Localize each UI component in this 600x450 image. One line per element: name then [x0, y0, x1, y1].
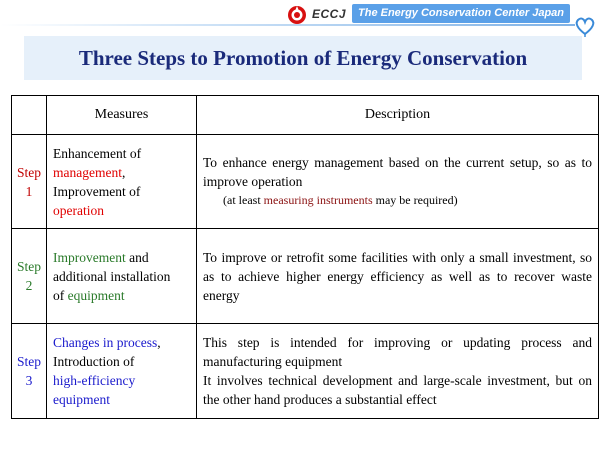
measure-text: additional installation [53, 268, 171, 284]
header-bar [0, 0, 600, 30]
measure-text: and [125, 249, 149, 265]
description-cell [197, 135, 599, 229]
description-cell [197, 324, 599, 419]
header-step [12, 96, 47, 135]
step-number: 1 [25, 183, 33, 199]
description-text: It involves technical development and large-scale investment, but on the other hand produces a substantial effect [203, 373, 592, 407]
table-row [12, 135, 599, 229]
measure-text: Introduction of [53, 354, 135, 369]
table-row [12, 229, 599, 324]
measures-cell [47, 229, 197, 324]
brand-name: ECCJ [312, 7, 347, 21]
description-note [203, 191, 592, 210]
measure-text: , [121, 164, 126, 180]
measure-highlight: equipment [67, 287, 125, 303]
table-row [12, 324, 599, 419]
measures-cell [47, 324, 197, 419]
step-number: 2 [25, 278, 33, 293]
step-label [12, 324, 47, 419]
note-highlight: measuring instruments [263, 193, 373, 207]
measures-cell [47, 135, 197, 229]
description-text: To enhance energy management based on the current setup, so as to improve operation [203, 155, 592, 189]
measure-text: of [53, 287, 68, 303]
measure-highlight: management [53, 164, 122, 180]
note-suffix: may be required) [372, 193, 458, 207]
description-text: To improve or retrofit some facilities with only a small investment, so as to achieve higher energy efficiency as well as to recover waste energy [203, 249, 592, 303]
measure-highlight: high-efficiency [53, 373, 136, 388]
measure-text: , [157, 335, 161, 350]
header-description: Description [197, 96, 599, 135]
eccj-logo-icon [287, 5, 307, 25]
step-word: Step [16, 354, 41, 369]
measure-highlight: equipment [53, 392, 110, 407]
measure-text: Improvement of [53, 183, 141, 199]
step-word: Step [16, 259, 41, 274]
title-banner [24, 36, 582, 80]
measure-text: Enhancement of [53, 145, 142, 161]
steps-table [11, 95, 599, 419]
measure-highlight: operation [53, 202, 104, 218]
heart-icon [574, 14, 596, 38]
page-title: Three Steps to Promotion of Energy Conservation [78, 46, 528, 70]
note-prefix: (at least [223, 193, 264, 207]
measure-highlight: Changes in process [53, 335, 158, 350]
measure-highlight: Improvement [53, 249, 126, 265]
description-cell [197, 229, 599, 324]
step-label [12, 229, 47, 324]
header-measures: Measures [47, 96, 197, 135]
step-number: 3 [25, 373, 33, 388]
step-label [12, 135, 47, 229]
table-header-row [12, 96, 599, 135]
step-word: Step [16, 164, 41, 180]
description-text: This step is intended for improving or updating process and manufacturing equipment [203, 335, 592, 369]
organization-badge: The Energy Conservation Center Japan [352, 4, 570, 23]
